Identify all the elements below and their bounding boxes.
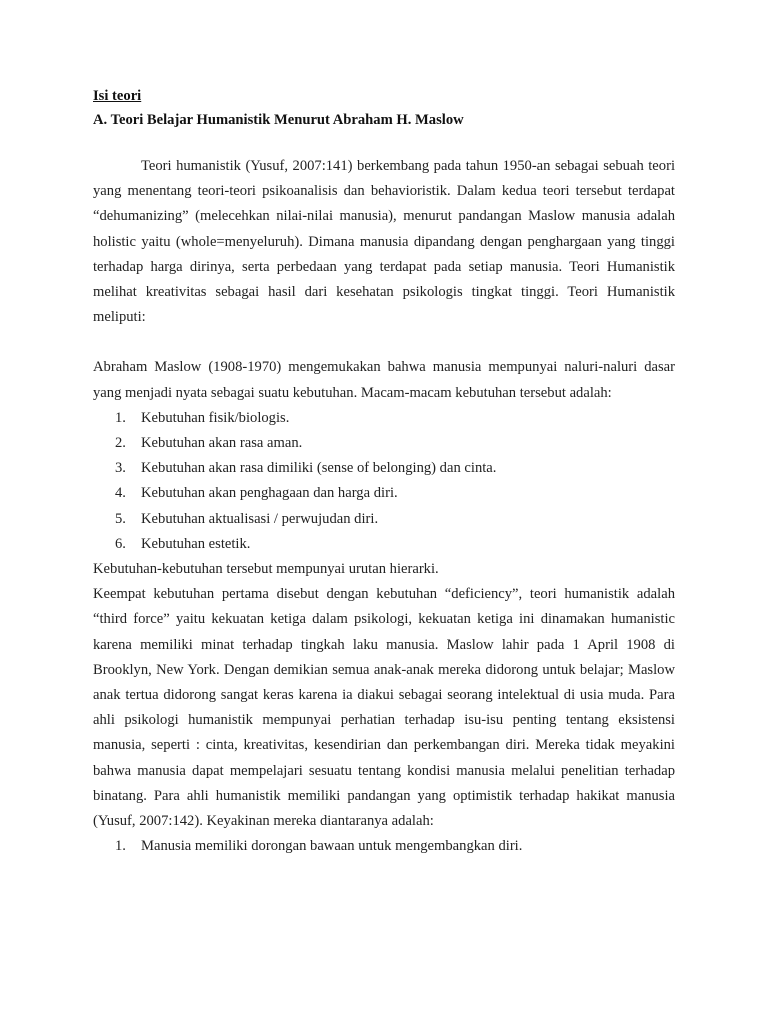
list-item: [93, 532, 675, 557]
list-item-text: Kebutuhan akan rasa dimiliki (sense of belonging) dan cinta.: [141, 460, 497, 477]
list-item-text: Manusia memiliki dorongan bawaan untuk mengembangkan diri.: [141, 838, 523, 855]
list-item: [93, 456, 675, 481]
paragraph-maslow: Abraham Maslow (1908-1970) mengemukakan bahwa manusia mempunyai naluri-naluri dasar yang menjadi nyata sebagai suatu kebutuhan. Macam-macam kebutuhan tersebut adalah:: [93, 359, 675, 401]
list-item: [93, 406, 675, 431]
paragraph-intro: Teori humanistik (Yusuf, 2007:141) berkembang pada tahun 1950-an sebagai sebuah teori yang menentang teori-teori psikoanalisis dan behavioristik. Dalam kedua teori tersebut terdapat “dehumanizing” (melecehkan nilai-nilai manusia), menurut pandangan Maslow manusia adalah holistic yaitu (whole=menyeluruh). Dimana manusia dipandang dengan penghargaan yang tinggi terhadap harga dirinya, serta perbedaan yang terdapat pada setiap manusia. Teori Humanistik melihat kreativitas sebagai hasil dari kesehatan psikologis tingkat tinggi. Teori Humanistik meliputi:: [93, 158, 675, 326]
list-item-text: Kebutuhan akan rasa aman.: [141, 435, 303, 452]
section-label: Isi teori: [93, 88, 142, 104]
list-item: [93, 507, 675, 532]
list-item-number: 4.: [115, 485, 126, 502]
list-item-number: 1.: [115, 409, 126, 426]
beliefs-list: [93, 834, 675, 859]
list-item-number: 3.: [115, 460, 126, 477]
list-item-text: Kebutuhan estetik.: [141, 535, 251, 552]
list-item-text: Kebutuhan aktualisasi / perwujudan diri.: [141, 510, 379, 527]
paragraph-hierarchy: Kebutuhan-kebutuhan tersebut mempunyai urutan hierarki.: [93, 561, 439, 578]
paragraph-deficiency: Keempat kebutuhan pertama disebut dengan kebutuhan “deficiency”, teori humanistik adalah “third force” yaitu kekuatan ketiga dalam psikologi, kekuatan ketiga ini dinamakan humanistic karena memiliki minat terhadap tingkah laku manusia. Maslow lahir pada 1 April 1908 di Brooklyn, New York. Dengan demikian semua anak-anak mereka didorong untuk belajar; Maslow anak tertua didorong sangat keras karena ia diakui sebagai seorang intelektual di usia muda. Para ahli psikologi humanistik mempunyai perhatian terhadap isu-isu penting tentang eksistensi manusia, seperti : cinta, kreativitas, kesendirian dan perkembangan diri. Mereka tidak meyakini bahwa manusia dapat mempelajari sesuatu tentang kondisi manusia melalui penelitian terhadap binatang. Para ahli humanistik memiliki pandangan yang optimistik terhadap hakikat manusia (Yusuf, 2007:142). Keyakinan mereka diantaranya adalah:: [93, 586, 675, 830]
needs-list: [93, 406, 675, 557]
list-item-number: 2.: [115, 435, 126, 452]
list-item: [93, 431, 675, 456]
section-title: A. Teori Belajar Humanistik Menurut Abraham H. Maslow: [93, 112, 464, 128]
list-item-number: 1.: [115, 838, 126, 855]
list-item-number: 5.: [115, 510, 126, 527]
list-item-number: 6.: [115, 535, 126, 552]
paragraph-gap: [93, 330, 675, 355]
list-item: [93, 834, 675, 859]
list-item-text: Kebutuhan fisik/biologis.: [141, 409, 290, 426]
list-item-text: Kebutuhan akan penghagaan dan harga diri.: [141, 485, 398, 502]
list-item: [93, 481, 675, 506]
